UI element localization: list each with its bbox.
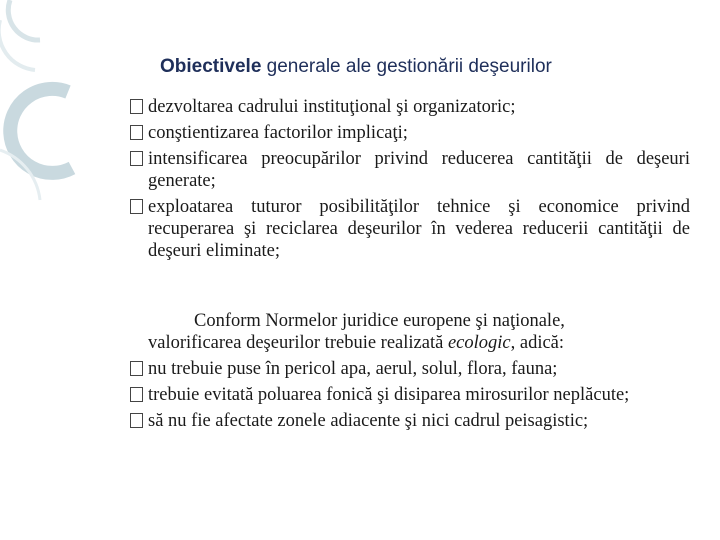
checkbox-bullet-icon (130, 413, 143, 428)
decorative-circles (0, 0, 110, 260)
slide-title (160, 56, 552, 78)
list-item-text: trebuie evitată poluarea fonică şi disiparea mirosurilor neplăcute; (148, 385, 630, 405)
list-item-text: nu trebuie puse în pericol apa, aerul, solul, flora, fauna; (148, 359, 558, 379)
list-item (130, 384, 690, 406)
list-item (130, 96, 690, 118)
intro-line-1: Conform Normelor juridice europene şi naţionale, (194, 311, 565, 331)
checkbox-bullet-icon (130, 387, 143, 402)
checkbox-bullet-icon (130, 125, 143, 140)
list-item-text: să nu fie afectate zonele adiacente şi nici cadrul peisagistic; (148, 411, 589, 431)
list-item (130, 410, 690, 432)
checkbox-bullet-icon (130, 199, 143, 214)
list-item (130, 148, 690, 192)
list-item (130, 358, 690, 380)
checkbox-bullet-icon (130, 361, 143, 376)
intro-text: valorificarea deşeurilor trebuie realizată (148, 333, 448, 353)
list-item-text: intensificarea preocupărilor privind reducerea cantităţii de deşeuri generate; (148, 149, 690, 191)
checkbox-bullet-icon (130, 99, 143, 114)
intro-paragraph (130, 310, 690, 354)
list-item-text: conştientizarea factorilor implicaţi; (148, 123, 408, 143)
intro-text-end: , adică: (510, 333, 565, 353)
list-item (130, 196, 690, 262)
intro-emphasis: ecologic (447, 333, 511, 353)
title-bold: Obiectivele (160, 56, 262, 77)
intro-line-2 (148, 332, 690, 354)
requirements-section (130, 310, 690, 436)
objectives-list (130, 96, 690, 266)
checkbox-bullet-icon (130, 151, 143, 166)
list-item-text: exploatarea tuturor posibilităţilor tehnice şi economice privind recuperarea şi reciclarea deşeurilor în vederea reducerii cantităţii de deşeuri eliminate; (148, 197, 690, 261)
list-item-text: dezvoltarea cadrului instituţional şi organizatoric; (148, 97, 516, 117)
title-rest: generale ale gestionării deşeurilor (261, 56, 552, 77)
list-item (130, 122, 690, 144)
